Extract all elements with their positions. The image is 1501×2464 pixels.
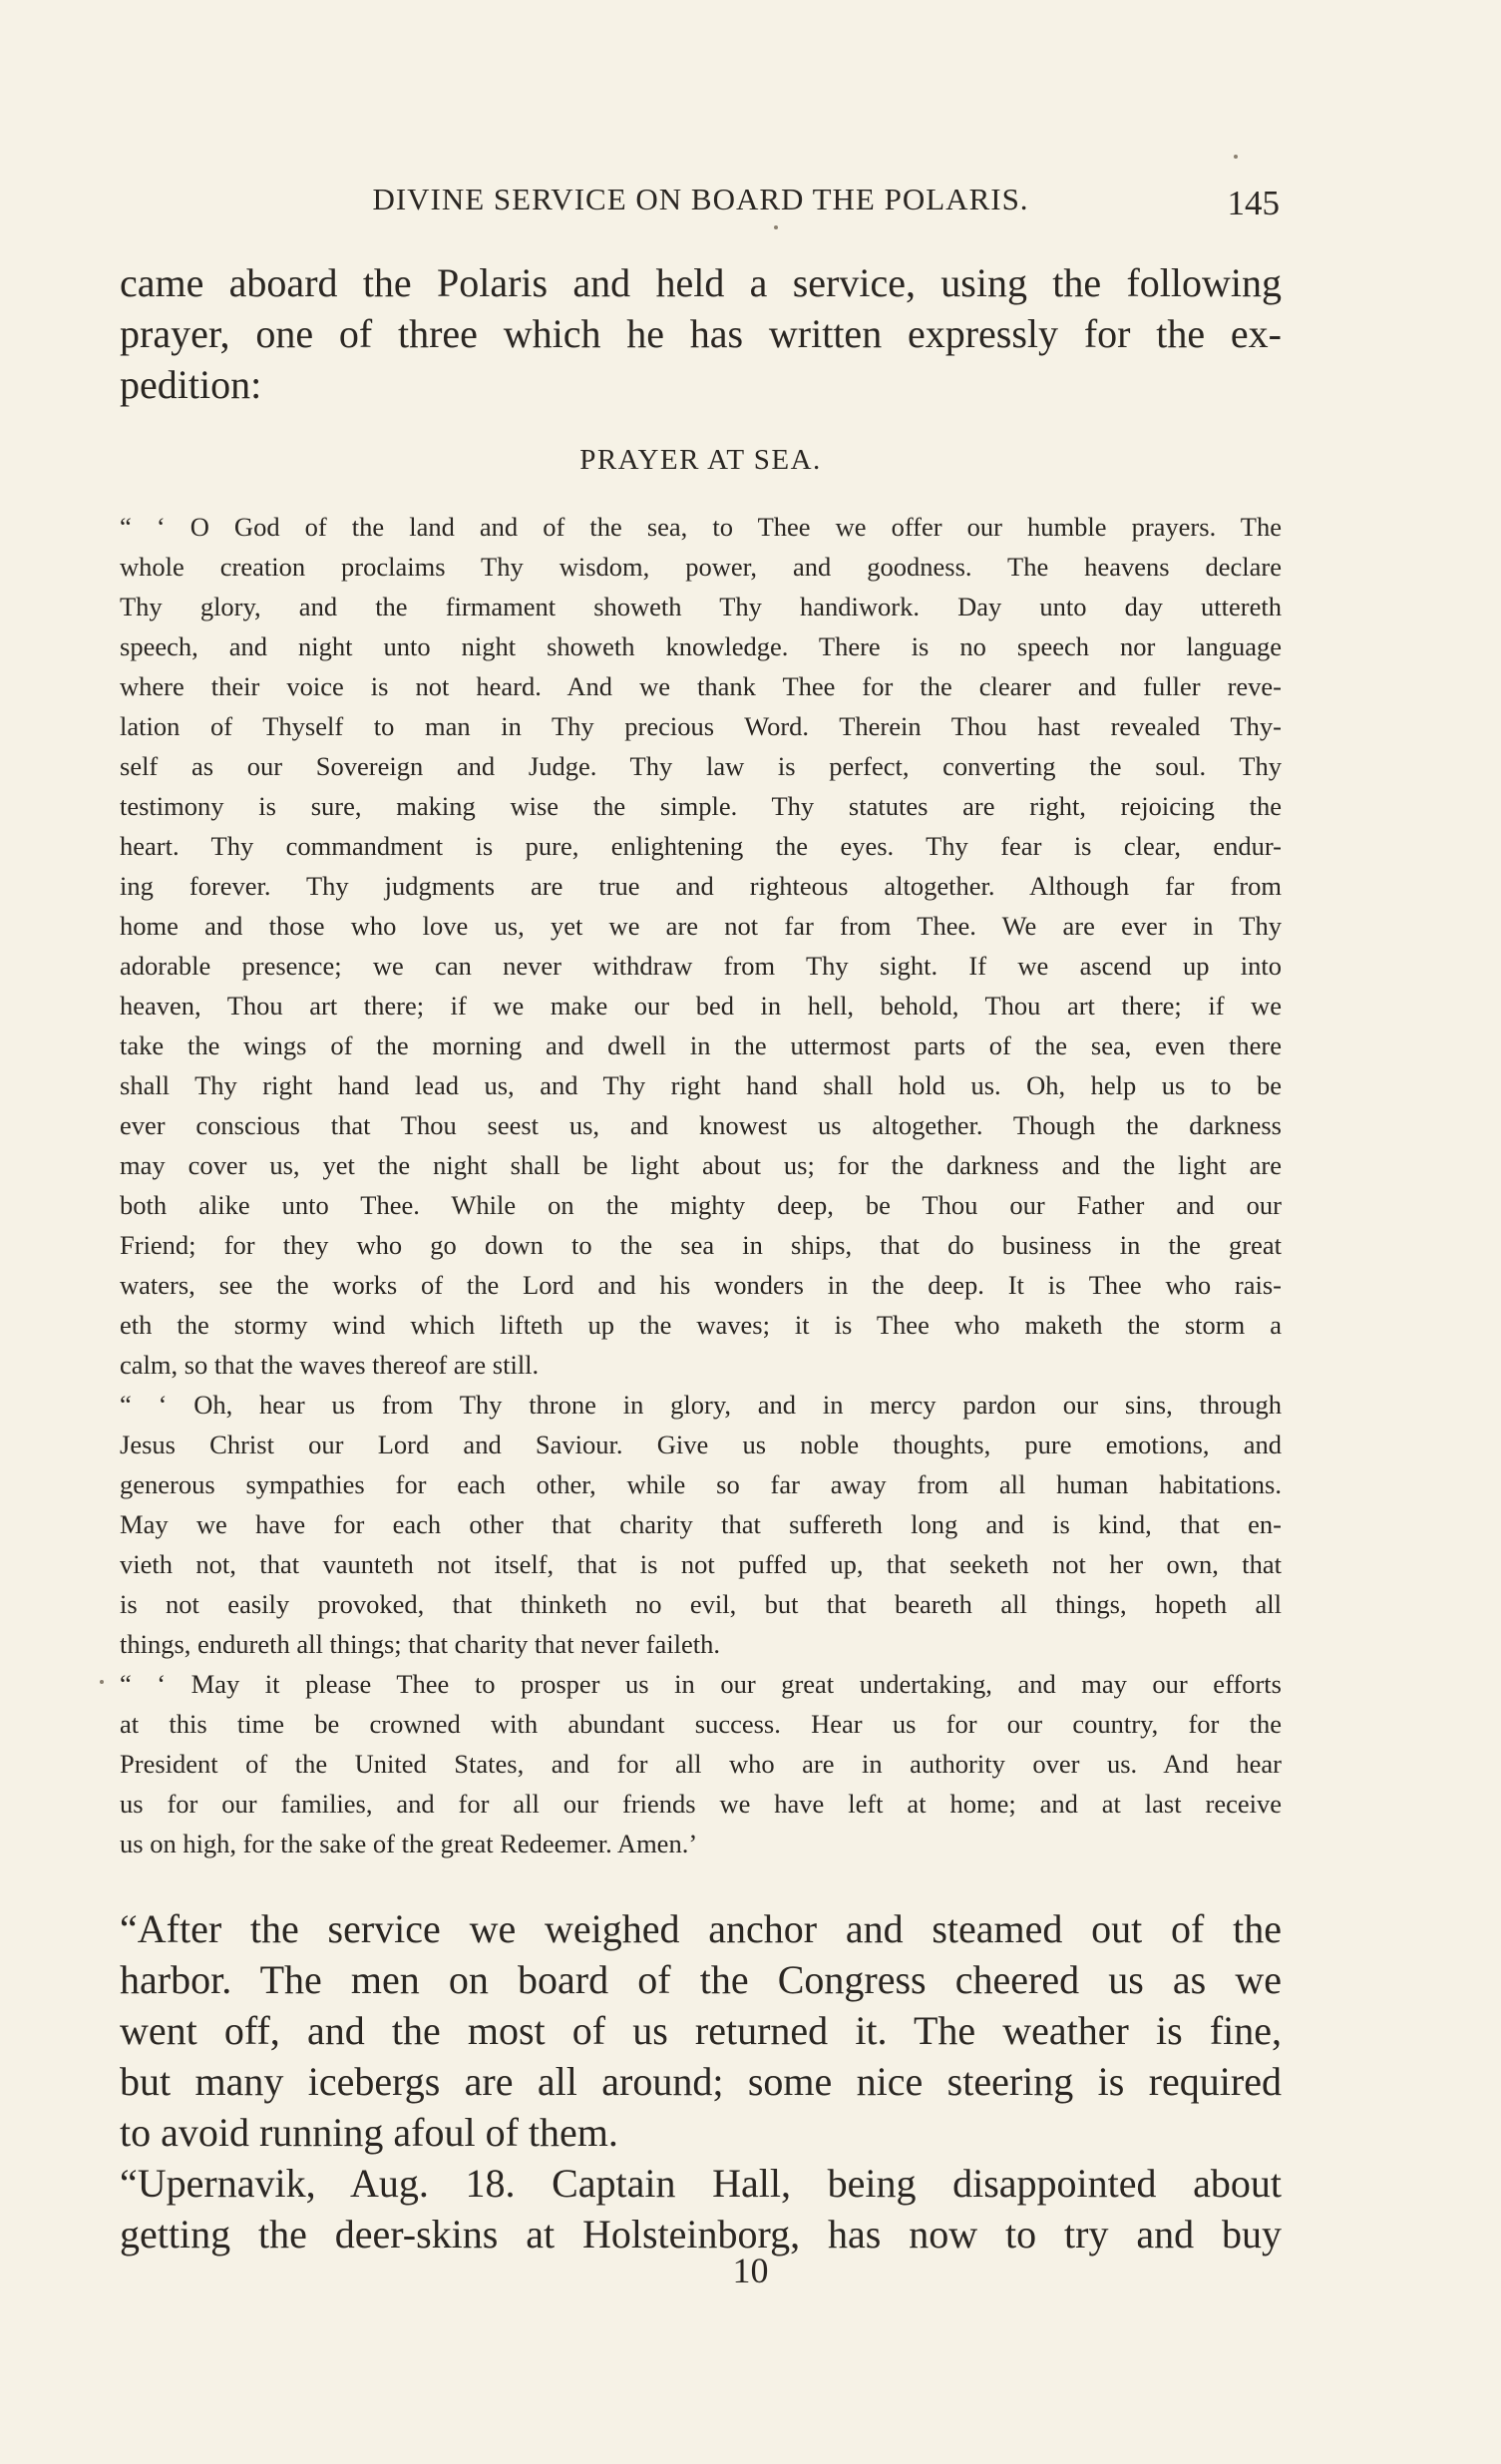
- running-title: DIVINE SERVICE ON BOARD THE POLARIS.: [372, 182, 1029, 216]
- printer-signature: 10: [732, 2251, 769, 2290]
- text-line: at this time be crowned with abundant success. Hear us for our country, for the: [120, 1709, 1282, 1739]
- text-line: vieth not, that vaunteth not itself, that is not puffed up, that seeketh not her own, that: [120, 1549, 1282, 1579]
- text-line: waters, see the works of the Lord and his wonders in the deep. It is Thee who rais-: [120, 1270, 1282, 1300]
- text-line: prayer, one of three which he has written expressly for the ex-: [120, 311, 1282, 356]
- section-heading: PRAYER AT SEA.: [579, 444, 822, 476]
- text-line: us on high, for the sake of the great Redeemer. Amen.’: [120, 1829, 698, 1858]
- text-line: home and those who love us, yet we are not far from Thee. We are ever in Thy: [120, 911, 1282, 941]
- text-line: lation of Thyself to man in Thy precious Word. Therein Thou hast revealed Thy-: [120, 711, 1282, 741]
- intro-paragraph: [120, 257, 1282, 410]
- text-line: generous sympathies for each other, while so far away from all human habitations.: [120, 1469, 1282, 1499]
- text-line: take the wings of the morning and dwell in the uttermost parts of the sea, even there: [120, 1030, 1282, 1060]
- text-line: went off, and the most of us returned it. The weather is fine,: [120, 2008, 1282, 2053]
- text-line: “ ‘ May it please Thee to prosper us in our great undertaking, and may our efforts: [120, 1669, 1282, 1699]
- text-line: pedition:: [120, 362, 262, 407]
- text-line: May we have for each other that charity that suffereth long and is kind, that en-: [120, 1509, 1282, 1539]
- text-line: President of the United States, and for all who are in authority over us. And hear: [120, 1749, 1282, 1779]
- text-line: eth the stormy wind which lifteth up the waves; it is Thee who maketh the storm a: [120, 1310, 1282, 1340]
- text-line: speech, and night unto night showeth knowledge. There is no speech nor language: [120, 631, 1282, 661]
- text-line: whole creation proclaims Thy wisdom, power, and goodness. The heavens declare: [120, 552, 1282, 582]
- text-line: Jesus Christ our Lord and Saviour. Give us noble thoughts, pure emotions, and: [120, 1430, 1282, 1459]
- text-line: getting the deer-skins at Holsteinborg, has now to try and buy: [120, 2212, 1282, 2257]
- text-line: is not easily provoked, that thinketh no evil, but that beareth all things, hopeth all: [120, 1589, 1282, 1619]
- text-line: “ ‘ O God of the land and of the sea, to Thee we offer our humble prayers. The: [120, 512, 1282, 542]
- printing-mark: [100, 1680, 104, 1684]
- text-line: but many icebergs are all around; some nice steering is required: [120, 2059, 1282, 2104]
- text-line: Friend; for they who go down to the sea in ships, that do business in the great: [120, 1230, 1282, 1260]
- text-line: came aboard the Polaris and held a service, using the following: [120, 260, 1282, 305]
- text-line: us for our families, and for all our friends we have left at home; and at last receive: [120, 1789, 1282, 1819]
- text-line: harbor. The men on board of the Congress cheered us as we: [120, 1957, 1282, 2002]
- printing-mark: [774, 225, 778, 229]
- text-line: calm, so that the waves thereof are still.: [120, 1350, 540, 1380]
- text-line: self as our Sovereign and Judge. Thy law is perfect, converting the soul. Thy: [120, 751, 1282, 781]
- text-line: shall Thy right hand lead us, and Thy right hand shall hold us. Oh, help us to be: [120, 1070, 1282, 1100]
- text-line: “Upernavik, Aug. 18. Captain Hall, being disappointed about: [120, 2161, 1282, 2206]
- text-line: to avoid running afoul of them.: [120, 2110, 618, 2155]
- text-line: heaven, Thou art there; if we make our bed in hell, behold, Thou art there; if we: [120, 991, 1282, 1021]
- text-line: ever conscious that Thou seest us, and knowest us altogether. Though the darkness: [120, 1110, 1282, 1140]
- text-line: heart. Thy commandment is pure, enlightening the eyes. Thy fear is clear, endur-: [120, 831, 1282, 861]
- closing-paragraph: [120, 1903, 1282, 2259]
- text-line: may cover us, yet the night shall be light about us; for the darkness and the light are: [120, 1150, 1282, 1180]
- text-line: “ ‘ Oh, hear us from Thy throne in glory, and in mercy pardon our sins, through: [120, 1390, 1282, 1420]
- printing-mark: [1234, 155, 1238, 159]
- text-line: both alike unto Thee. While on the mighty deep, be Thou our Father and our: [120, 1190, 1282, 1220]
- running-header: [120, 178, 1282, 227]
- text-line: adorable presence; we can never withdraw from Thy sight. If we ascend up into: [120, 951, 1282, 981]
- text-line: Thy glory, and the firmament showeth Thy handiwork. Day unto day uttereth: [120, 592, 1282, 621]
- text-line: “After the service we weighed anchor and steamed out of the: [120, 1906, 1282, 1951]
- text-line: testimony is sure, making wise the simple. Thy statutes are right, rejoicing the: [120, 791, 1282, 821]
- text-line: things, endureth all things; that charity that never faileth.: [120, 1629, 720, 1659]
- page-number: 145: [1227, 184, 1280, 222]
- text-line: where their voice is not heard. And we thank Thee for the clearer and fuller reve-: [120, 671, 1282, 701]
- text-line: ing forever. Thy judgments are true and righteous altogether. Although far from: [120, 871, 1282, 901]
- prayer-text: [120, 507, 1282, 1863]
